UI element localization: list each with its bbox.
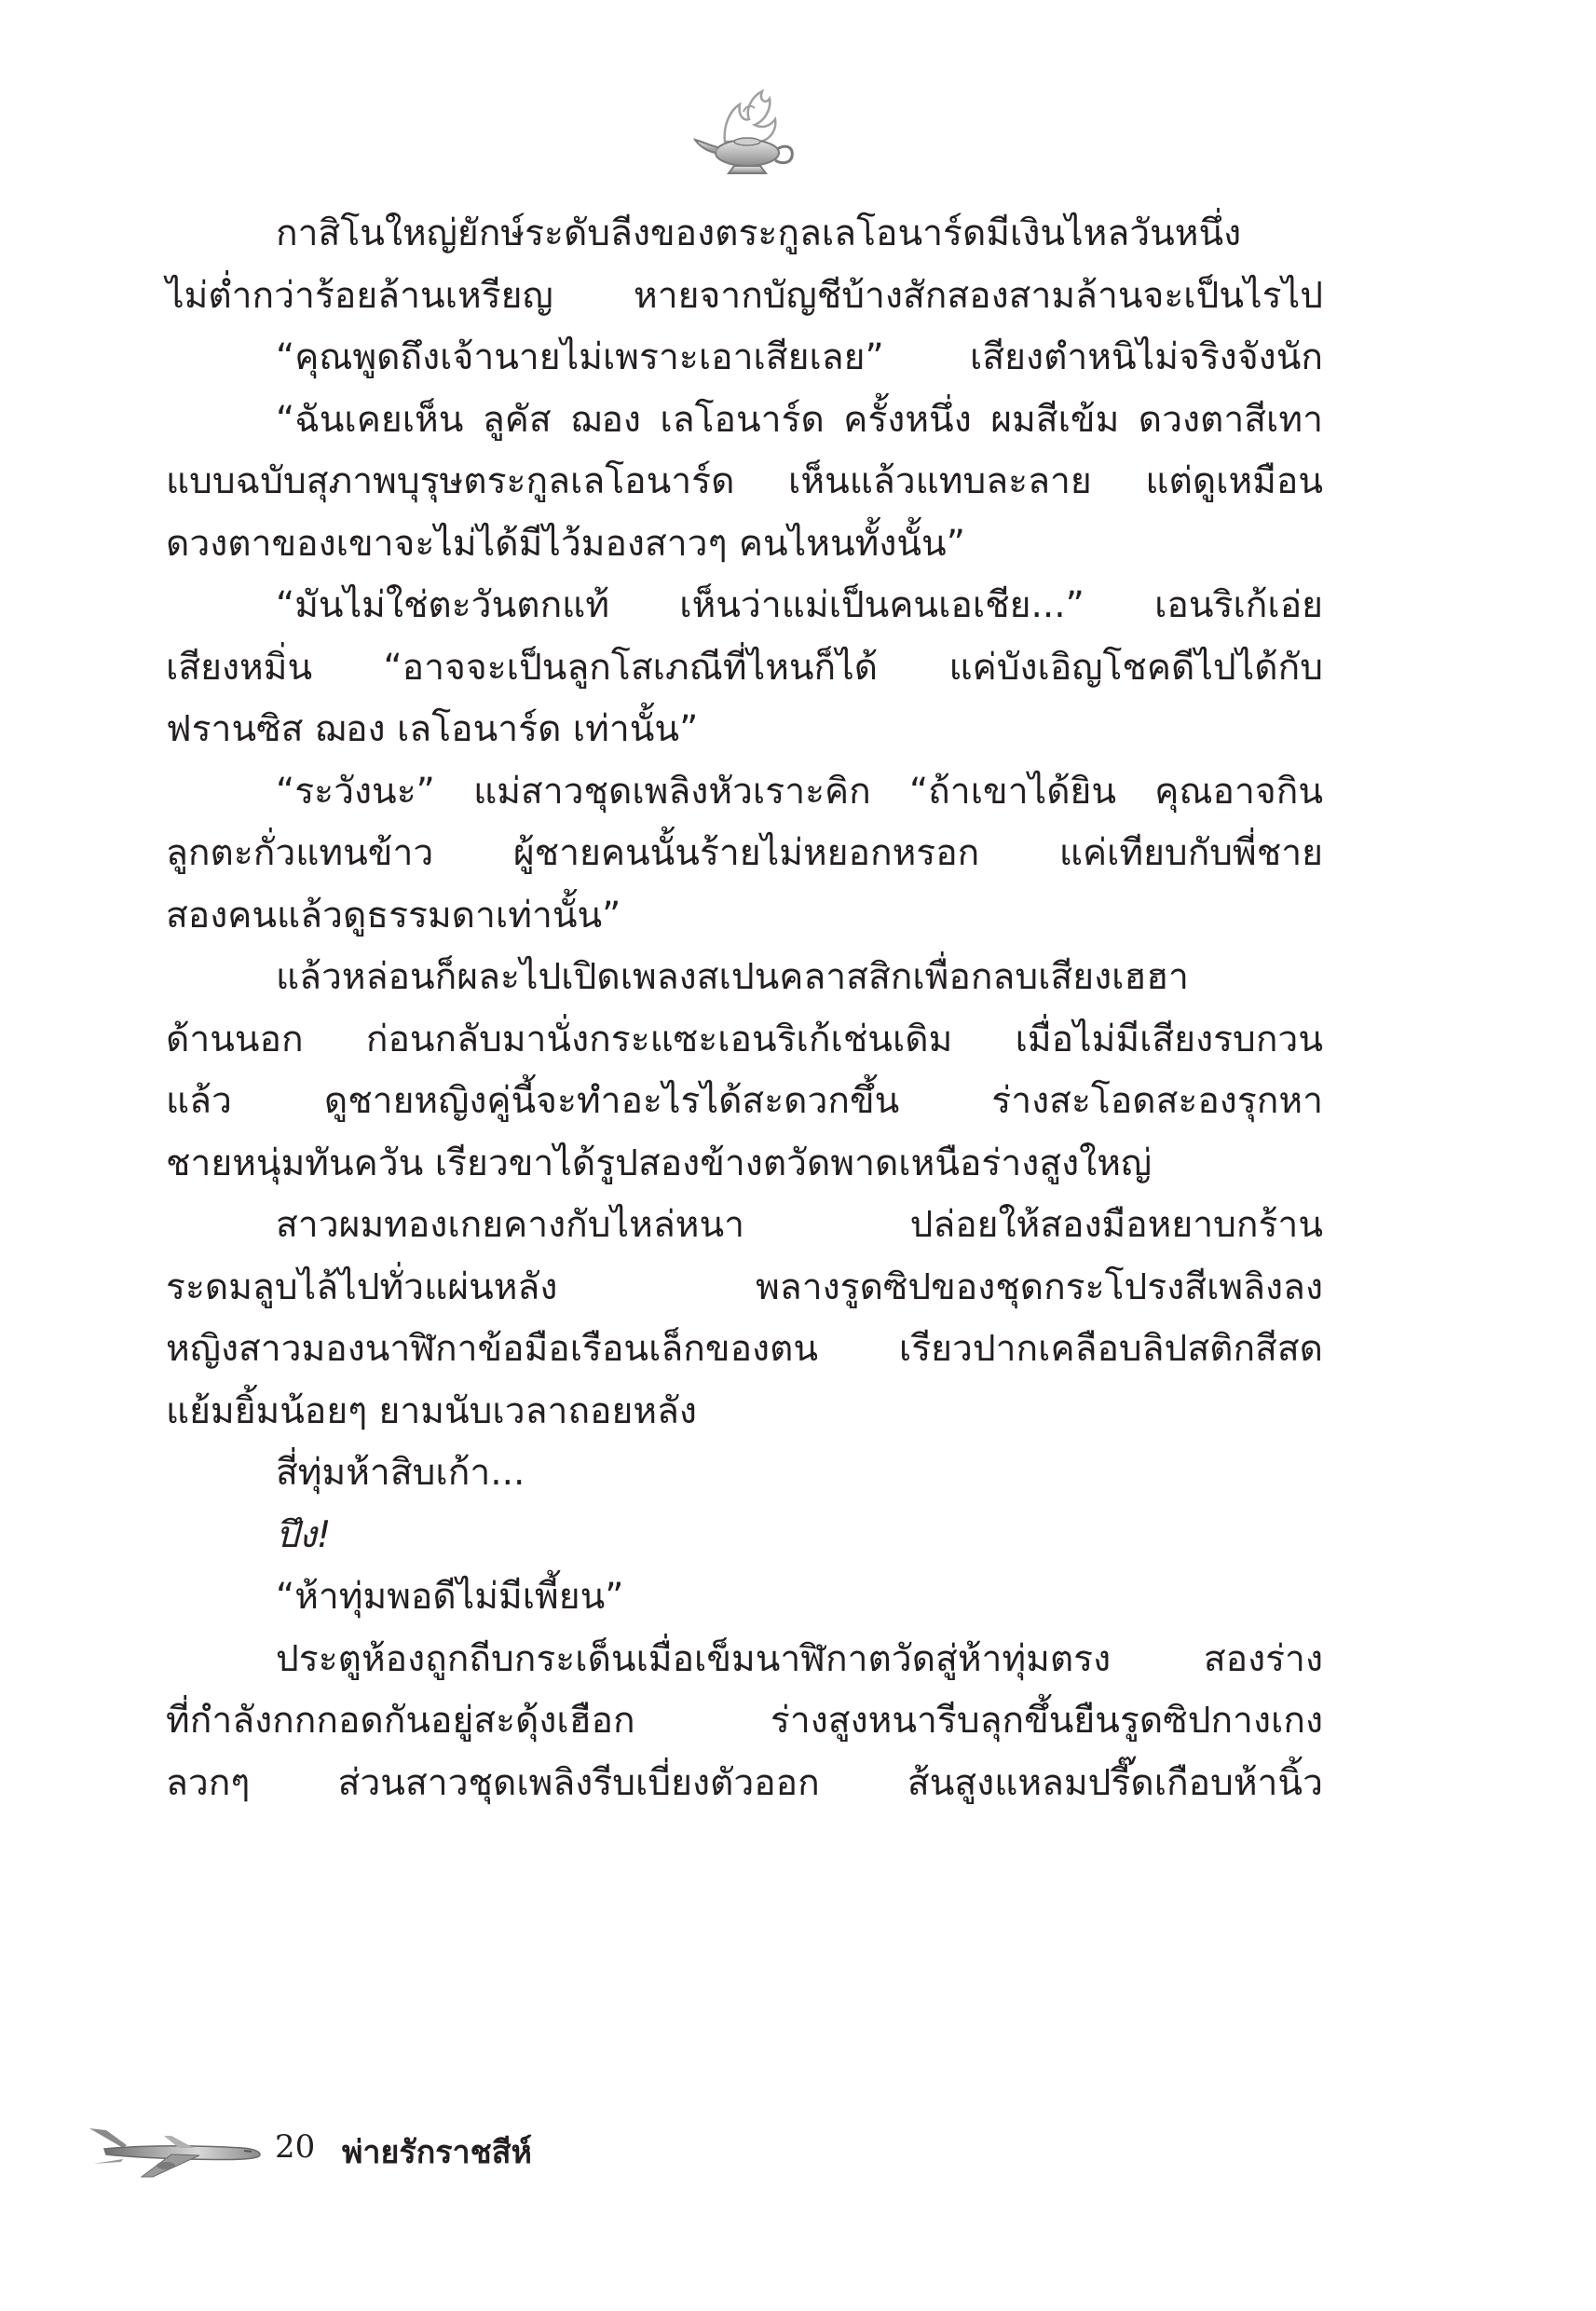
body-text	[166, 203, 1323, 1814]
text-line: แย้มยิ้มน้อยๆ ยามนับเวลาถอยหลัง	[166, 1389, 697, 1432]
text-line: ที่กำลังกกกอดกันอยู่สะดุ้งเฮือก ร่างสูงหนารีบลุกขึ้นยืนรูดซิปกางเกง	[166, 1700, 1323, 1742]
text-line: สี่ทุ่มห้าสิบเก้า...	[276, 1452, 525, 1494]
airplane-icon	[86, 2117, 272, 2182]
text-line: สาวผมทองเกยคางกับไหล่หนา ปล่อยให้สองมือหยาบกร้าน	[276, 1204, 1323, 1246]
text-line: ไม่ต่ำกว่าร้อยล้านเหรียญ หายจากบัญชีบ้างสักสองสามล้านจะเป็นไรไป	[166, 274, 1323, 317]
text-line: ปึง!	[276, 1513, 332, 1556]
text-line: ประตูห้องถูกถีบกระเด็นเมื่อเข็มนาฬิกาตวัดสู่ห้าทุ่มตรง สองร่าง	[276, 1637, 1323, 1680]
text-line: ชายหนุ่มทันควัน เรียวขาได้รูปสองข้างตวัดพาดเหนือร่างสูงใหญ่	[166, 1142, 1153, 1184]
text-line: เสียงหมิ่น “อาจจะเป็นลูกโสเภณีที่ไหนก็ได้ แค่บังเอิญโชคดีไปได้กับ	[166, 646, 1323, 689]
text-line: ลวกๆ ส่วนสาวชุดเพลิงรีบเบี่ยงตัวออก ส้นสูงแหลมปรี๊ดเกือบห้านิ้ว	[166, 1761, 1323, 1804]
text-line: หญิงสาวมองนาฬิกาข้อมือเรือนเล็กของตน เรียวปากเคลือบลิปสติกสีสด	[166, 1328, 1323, 1370]
text-line: ฟรานซิส ฌอง เลโอนาร์ด เท่านั้น”	[166, 708, 699, 750]
text-line: ดวงตาของเขาจะไม่ได้มีไว้มองสาวๆ คนไหนทั้งนั้น”	[166, 522, 965, 565]
page-footer	[86, 2117, 645, 2182]
genie-lamp-icon	[689, 73, 811, 194]
book-title: พ่ายรักราชสีห์	[342, 2134, 532, 2171]
text-line: แบบฉบับสุภาพบุรุษตระกูลเลโอนาร์ด เห็นแล้วแทบละลาย แต่ดูเหมือน	[166, 460, 1323, 502]
text-line: แล้วหล่อนก็ผละไปเปิดเพลงสเปนคลาสสิกเพื่อกลบเสียงเฮฮา	[276, 956, 1189, 998]
text-line: “คุณพูดถึงเจ้านายไม่เพราะเอาเสียเลย” เสียงตำหนิไม่จริงจังนัก	[276, 336, 1323, 378]
text-line: แล้ว ดูชายหญิงคู่นี้จะทำอะไรได้สะดวกขึ้น ร่างสะโอดสะองรุกหา	[166, 1080, 1323, 1122]
text-line: “ฉันเคยเห็น ลูคัส ฌอง เลโอนาร์ด ครั้งหนึ่ง ผมสีเข้ม ดวงตาสีเทา	[276, 398, 1323, 441]
text-line: ระดมลูบไล้ไปทั่วแผ่นหลัง พลางรูดซิปของชุดกระโปรงสีเพลิงลง	[166, 1265, 1323, 1308]
text-line: “ระวังนะ” แม่สาวชุดเพลิงหัวเราะคิก “ถ้าเขาได้ยิน คุณอาจกิน	[276, 770, 1323, 813]
page-number: 20	[275, 2128, 316, 2166]
text-line: กาสิโนใหญ่ยักษ์ระดับลีงของตระกูลเลโอนาร์ดมีเงินไหลวันหนึ่ง	[276, 212, 1242, 254]
text-line: “มันไม่ใช่ตะวันตกแท้ เห็นว่าแม่เป็นคนเอเชีย...” เอนริเก้เอ่ย	[276, 584, 1323, 626]
text-line: “ห้าทุ่มพอดีไม่มีเพี้ยน”	[276, 1576, 624, 1618]
text-line: สองคนแล้วดูธรรมดาเท่านั้น”	[166, 894, 621, 937]
text-line: ด้านนอก ก่อนกลับมานั่งกระแซะเอนริเก้เช่นเดิม เมื่อไม่มีเสียงรบกวน	[166, 1018, 1323, 1060]
text-line: ลูกตะกั่วแทนข้าว ผู้ชายคนนั้นร้ายไม่หยอกหรอก แค่เทียบกับพี่ชาย	[166, 832, 1323, 874]
